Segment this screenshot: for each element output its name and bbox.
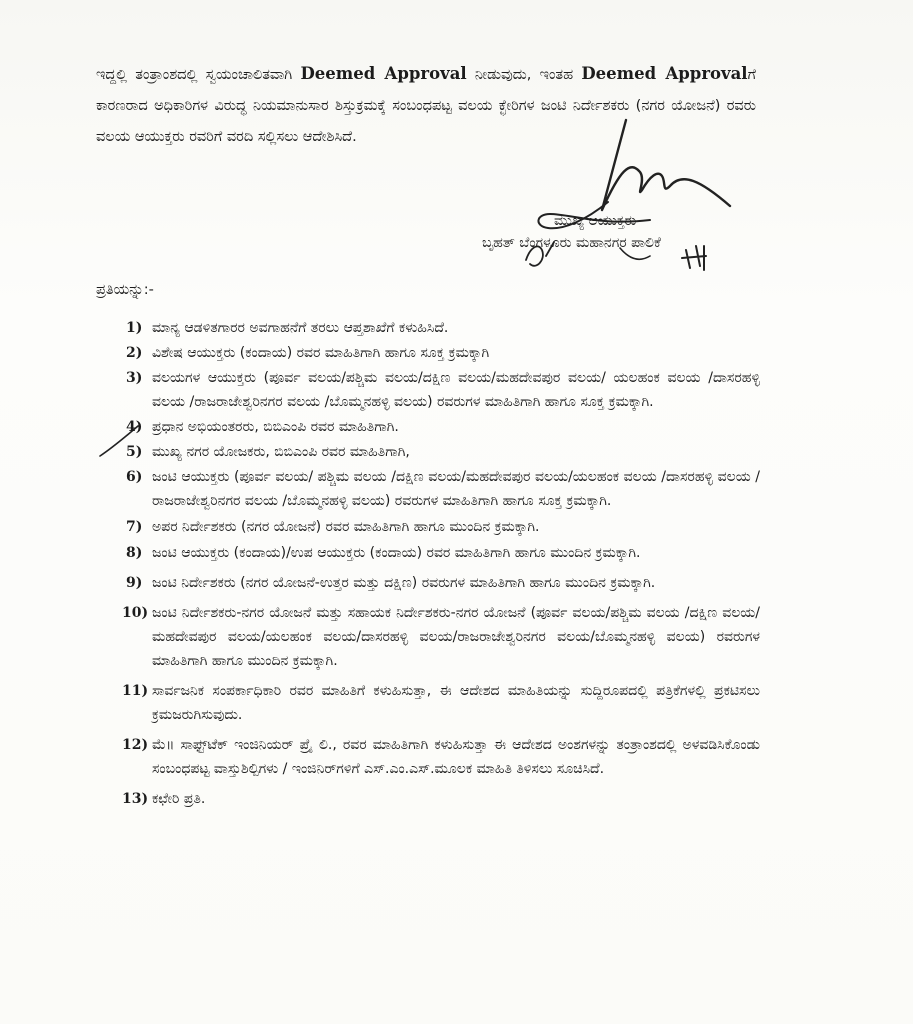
list-item-number: 7) xyxy=(126,519,143,535)
list-item-text: ಮುಖ್ಯ ನಗರ ಯೋಜಕರು, ಬಿಬಿಎಂಪಿ ರವರ ಮಾಹಿತಿಗಾಗಿ, xyxy=(152,444,410,460)
list-item-number: 8) xyxy=(126,545,143,561)
list-item xyxy=(100,541,760,565)
signatory-title: ಮುಖ್ಯ ಆಯುಕ್ತರು xyxy=(554,213,637,229)
deemed-approval-term: Deemed Approval xyxy=(300,64,467,83)
list-item-number: 1) xyxy=(126,320,143,336)
list-item-text: ಮಾನ್ಯ ಆಡಳಿತಗಾರರ ಅವಗಾಹನೆಗೆ ತರಲು ಆಪ್ತಶಾಖೆಗೆ ಕಳುಹಿಸಿದೆ. xyxy=(152,320,449,336)
list-item-number: 11) xyxy=(122,683,149,699)
list-item-number: 5) xyxy=(126,444,143,460)
list-item xyxy=(100,415,760,439)
list-item-text: ಕಛೇರಿ ಪ್ರತಿ. xyxy=(152,791,206,807)
list-item-text: ಸಾರ್ವಜನಿಕ ಸಂಪರ್ಕಾಧಿಕಾರಿ ರವರ ಮಾಹಿತಿಗೆ ಕಳುಹಿಸುತ್ತಾ, ಈ ಆದೇಶದ ಮಾಹಿತಿಯನ್ನು ಸುದ್ದಿರೂಪದಲ್ಲಿ ಪತ್ರಿಕೆಗಳಲ್ಲಿ ಪ್ರಕಟಿಸಲು ಕ್ರಮಜರುಗಿಸುವುದು. xyxy=(152,683,760,723)
list-item-number: 13) xyxy=(122,791,149,807)
intro-text-3: ಗೆ ಕಾರಣರಾದ ಅಧಿಕಾರಿಗಳ ವಿರುದ್ಧ ನಿಯಮಾನುಸಾರ ಶಿಸ್ತುಕ್ರಮಕ್ಕೆ ಸಂಬಂಧಪಟ್ಟ ವಲಯ ಕ್ಛೇರಿಗಳ ಜಂಟಿ ನಿರ್ದೇಶಕರು (ನಗರ ಯೋಜನೆ) ರವರು ವಲಯ ಆಯುಕ್ತರು ರವರಿಗೆ ವರದಿ ಸಲ್ಲಿಸಲು ಆದೇಶಿಸಿದೆ. xyxy=(96,67,757,145)
copies-heading: ಪ್ರತಿಯನ್ನು:- xyxy=(96,282,154,298)
list-item xyxy=(100,601,760,673)
list-item-text: ಅಪರ ನಿರ್ದೇಶಕರು (ನಗರ ಯೋಜನೆ) ರವರ ಮಾಹಿತಿಗಾಗಿ ಹಾಗೂ ಮುಂದಿನ ಕ್ರಮಕ್ಕಾಗಿ. xyxy=(152,519,540,535)
list-item xyxy=(100,787,760,811)
intro-text-1: ಇದ್ದಲ್ಲಿ ತಂತ್ರಾಂಶದಲ್ಲಿ ಸ್ವಯಂಚಾಲಿತವಾಗಿ xyxy=(96,67,301,83)
list-item-text: ಪ್ರಧಾನ ಅಭಿಯಂತರರು, ಬಿಬಿಎಂಪಿ ರವರ ಮಾಹಿತಿಗಾಗಿ. xyxy=(152,419,399,435)
list-item-text: ಜಂಟಿ ನಿರ್ದೇಶಕರು-ನಗರ ಯೋಜನೆ ಮತ್ತು ಸಹಾಯಕ ನಿರ್ದೇಶಕರು-ನಗರ ಯೋಜನೆ (ಪೂರ್ವ ವಲಯ/ಪಶ್ಚಿಮ ವಲಯ /ದಕ್ಷಿಣ ವಲಯ/ಮಹದೇವಪುರ ವಲಯ/ಯಲಹಂಕ ವಲಯ/ದಾಸರಹಳ್ಳಿ ವಲಯ/ರಾಜರಾಜೇಶ್ವರಿನಗರ ವಲಯ/ಬೊಮ್ಮನಹಳ್ಳಿ ವಲಯ) ರವರುಗಳ ಮಾಹಿತಿಗಾಗಿ ಹಾಗೂ ಮುಂದಿನ ಕ್ರಮಕ್ಕಾಗಿ. xyxy=(152,605,760,669)
copies-list xyxy=(100,316,760,811)
list-item xyxy=(100,440,760,464)
list-item xyxy=(100,679,760,727)
list-item-text: ಜಂಟಿ ಆಯುಕ್ತರು (ಪೂರ್ವ ವಲಯ/ ಪಶ್ಚಿಮ ವಲಯ /ದಕ್ಷಿಣ ವಲಯ/ಮಹದೇವಪುರ ವಲಯ/ಯಲಹಂಕ ವಲಯ /ದಾಸರಹಳ್ಳಿ ವಲಯ /ರಾಜರಾಜೇಶ್ವರಿನಗರ ವಲಯ /ಬೊಮ್ಮನಹಳ್ಳಿ ವಲಯ) ರವರುಗಳ ಮಾಹಿತಿಗಾಗಿ ಹಾಗೂ ಸೂಕ್ತ ಕ್ರಮಕ್ಕಾಗಿ. xyxy=(152,469,760,509)
intro-paragraph xyxy=(96,58,756,153)
deemed-approval-term: Deemed Approval xyxy=(581,64,748,83)
list-item xyxy=(100,366,760,414)
list-item-text: ಜಂಟಿ ಆಯುಕ್ತರು (ಕಂದಾಯ)/ಉಪ ಆಯುಕ್ತರು (ಕಂದಾಯ) ರವರ ಮಾಹಿತಿಗಾಗಿ ಹಾಗೂ ಮುಂದಿನ ಕ್ರಮಕ್ಕಾಗಿ. xyxy=(152,545,641,561)
list-item xyxy=(100,316,760,340)
list-item-number: 2) xyxy=(126,345,143,361)
list-item-number: 6) xyxy=(126,469,143,485)
list-item-number: 4) xyxy=(126,419,143,435)
list-item xyxy=(100,465,760,513)
list-item-text: ಮೆ॥ ಸಾಫ್ಟ್‌ಟೆಕ್ ಇಂಜಿನಿಯರ್ ಪ್ರೈ ಲಿ., ರವರ ಮಾಹಿತಿಗಾಗಿ ಕಳುಹಿಸುತ್ತಾ ಈ ಆದೇಶದ ಅಂಶಗಳನ್ನು ತಂತ್ರಾಂಶದಲ್ಲಿ ಅಳವಡಿಸಿಕೊಂಡು ಸಂಬಂಧಪಟ್ಟ ವಾಸ್ತುಶಿಲ್ಪಿಗಳು / ಇಂಜಿನಿರ್‌ಗಳಿಗೆ ಎಸ್.ಎಂ.ಎಸ್.ಮೂಲಕ ಮಾಹಿತಿ ತಿಳಿಸಲು ಸೂಚಿಸಿದೆ. xyxy=(152,737,760,777)
list-item-number: 12) xyxy=(122,737,149,753)
list-item-text: ವಿಶೇಷ ಆಯುಕ್ತರು (ಕಂದಾಯ) ರವರ ಮಾಹಿತಿಗಾಗಿ ಹಾಗೂ ಸೂಕ್ತ ಕ್ರಮಕ್ಕಾಗಿ xyxy=(152,345,490,361)
list-item xyxy=(100,341,760,365)
list-item xyxy=(100,515,760,539)
list-item xyxy=(100,733,760,781)
list-item-text: ಜಂಟಿ ನಿರ್ದೇಶಕರು (ನಗರ ಯೋಜನೆ-ಉತ್ತರ ಮತ್ತು ದಕ್ಷಿಣ) ರವರುಗಳ ಮಾಹಿತಿಗಾಗಿ ಹಾಗೂ ಮುಂದಿನ ಕ್ರಮಕ್ಕಾಗಿ. xyxy=(152,575,656,591)
list-item-number: 9) xyxy=(126,575,143,591)
signatory-organization: ಬೃಹತ್ ಬೆಂಗಳೂರು ಮಹಾನಗರ ಪಾಲಿಕೆ xyxy=(482,235,661,251)
list-item-number: 3) xyxy=(126,370,143,386)
list-item-number: 10) xyxy=(122,605,149,621)
list-item-text: ವಲಯಗಳ ಆಯುಕ್ತರು (ಪೂರ್ವ ವಲಯ/ಪಶ್ಚಿಮ ವಲಯ/ದಕ್ಷಿಣ ವಲಯ/ಮಹದೇವಪುರ ವಲಯ/ ಯಲಹಂಕ ವಲಯ /ದಾಸರಹಳ್ಳಿ ವಲಯ /ರಾಜರಾಜೇಶ್ವರಿನಗರ ವಲಯ /ಬೊಮ್ಮನಹಳ್ಳಿ ವಲಯ) ರವರುಗಳ ಮಾಹಿತಿಗಾಗಿ ಹಾಗೂ ಸೂಕ್ತ ಕ್ರಮಕ್ಕಾಗಿ. xyxy=(152,370,760,410)
intro-text-2: ನೀಡುವುದು, ಇಂತಹ xyxy=(466,67,582,83)
list-item xyxy=(100,571,760,595)
